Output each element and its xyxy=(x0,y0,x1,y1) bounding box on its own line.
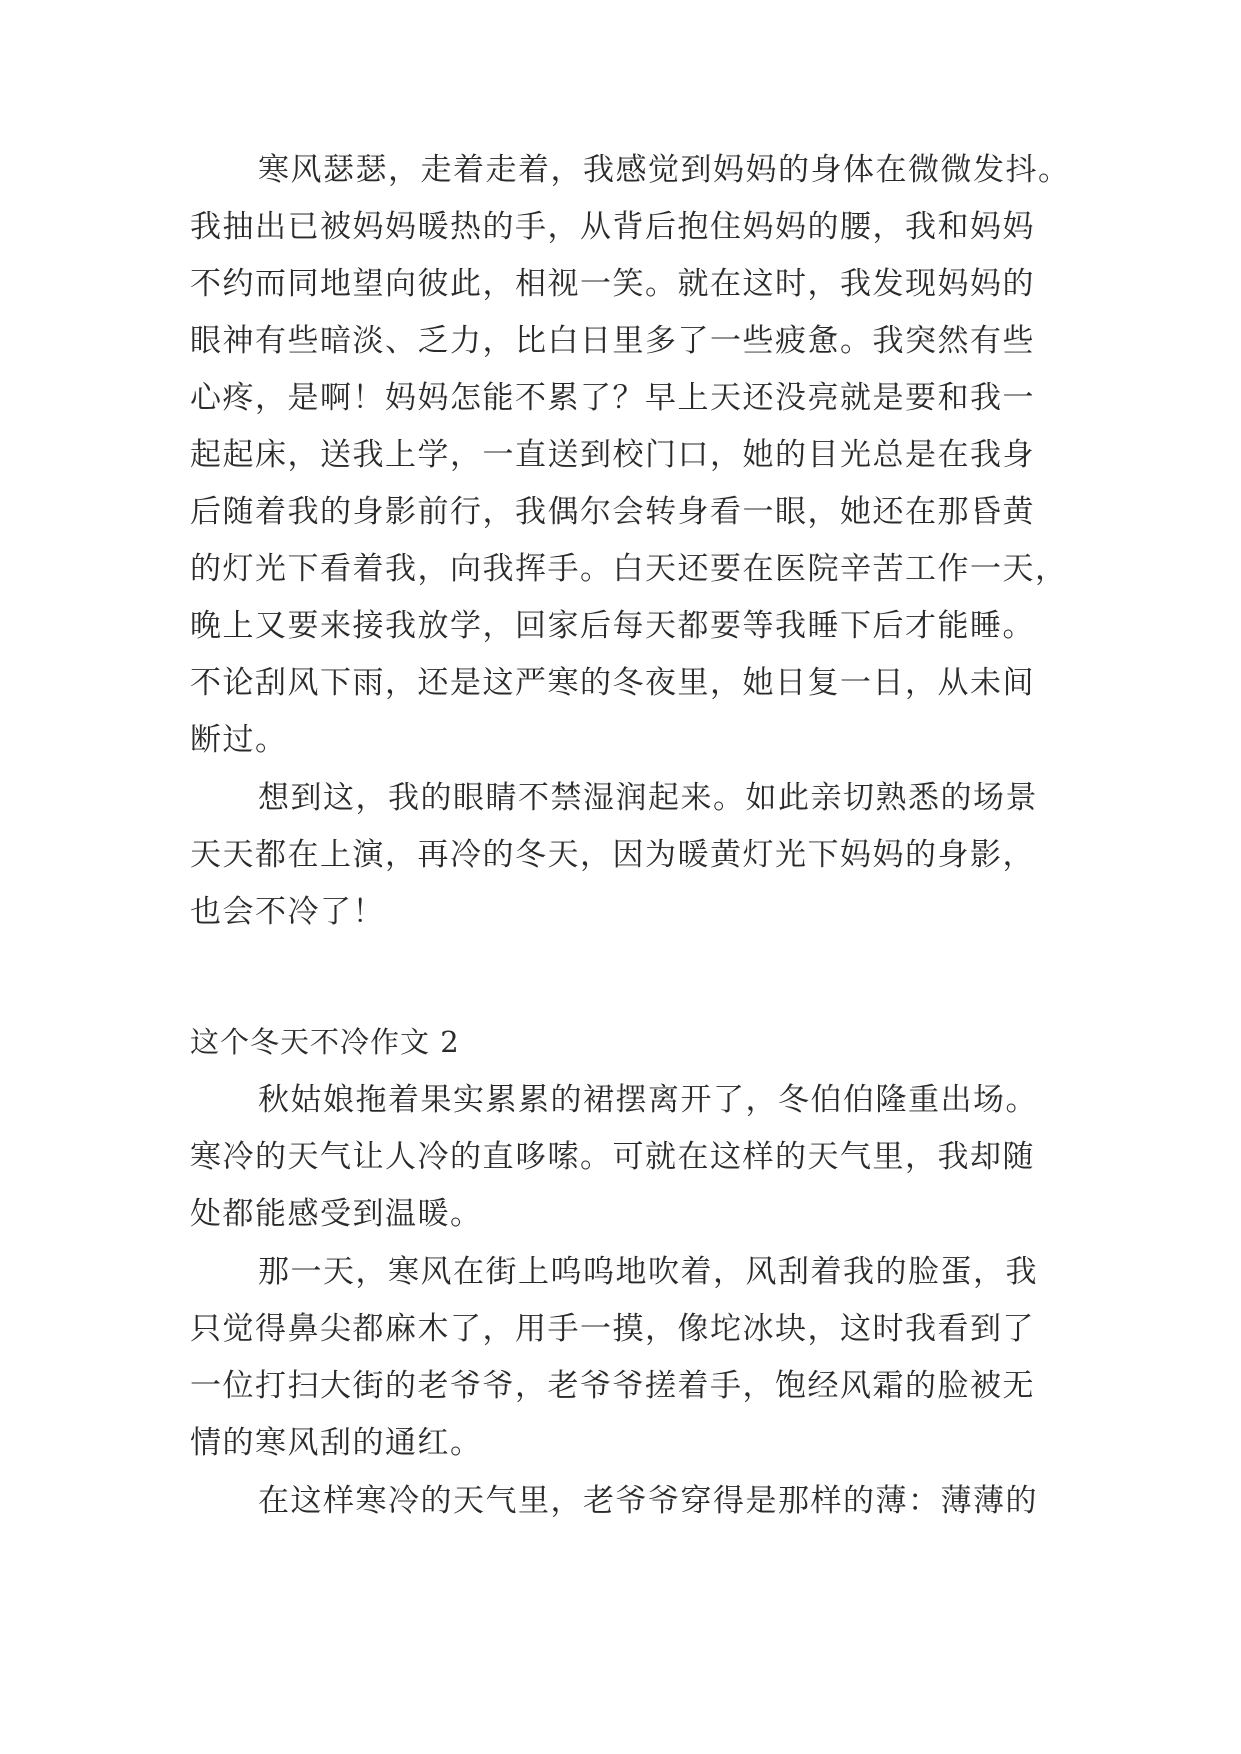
document-page xyxy=(190,0,1070,1754)
paragraph-1-line-11: 断过。 xyxy=(190,722,288,758)
paragraph-1-line-10: 不论刮风下雨，还是这严寒的冬夜里，她日复一日，从未间 xyxy=(190,665,1035,701)
paragraph-4-line-3: 一位打扫大街的老爷爷，老爷爷搓着手，饱经风霜的脸被无 xyxy=(190,1368,1035,1404)
paragraph-4-line-4: 情的寒风刮的通红。 xyxy=(190,1425,483,1461)
paragraph-1-line-1: 寒风瑟瑟，走着走着，我感觉到妈妈的身体在微微发抖。 xyxy=(258,152,1071,188)
paragraph-3-line-2: 寒冷的天气让人冷的直哆嗦。可就在这样的天气里，我却随 xyxy=(190,1139,1035,1175)
paragraph-1-line-7: 后随着我的身影前行，我偶尔会转身看一眼，她还在那昏黄 xyxy=(190,494,1035,530)
paragraph-3-line-3: 处都能感受到温暖。 xyxy=(190,1196,483,1232)
paragraph-1-line-3: 不约而同地望向彼此，相视一笑。就在这时，我发现妈妈的 xyxy=(190,266,1035,302)
paragraph-2-line-3: 也会不冷了！ xyxy=(190,894,385,930)
paragraph-1-line-2: 我抽出已被妈妈暖热的手，从背后抱住妈妈的腰，我和妈妈 xyxy=(190,209,1035,245)
section-title: 这个冬天不冷作文 2 xyxy=(190,1025,460,1059)
paragraph-5-line-1: 在这样寒冷的天气里，老爷爷穿得是那样的薄：薄薄的 xyxy=(258,1483,1038,1519)
paragraph-4-line-2: 只觉得鼻尖都麻木了，用手一摸，像坨冰块，这时我看到了 xyxy=(190,1311,1035,1347)
paragraph-1-line-6: 起起床，送我上学，一直送到校门口，她的目光总是在我身 xyxy=(190,437,1035,473)
paragraph-1-line-9: 晚上又要来接我放学，回家后每天都要等我睡下后才能睡。 xyxy=(190,608,1035,644)
paragraph-4-line-1: 那一天，寒风在街上呜呜地吹着，风刮着我的脸蛋，我 xyxy=(258,1254,1038,1290)
paragraph-2-line-2: 天天都在上演，再冷的冬天，因为暖黄灯光下妈妈的身影， xyxy=(190,837,1035,873)
paragraph-1-line-8: 的灯光下看着我，向我挥手。白天还要在医院辛苦工作一天， xyxy=(190,551,1068,587)
paragraph-2-line-1: 想到这，我的眼睛不禁湿润起来。如此亲切熟悉的场景 xyxy=(258,780,1038,816)
paragraph-1-line-4: 眼神有些暗淡、乏力，比白日里多了一些疲惫。我突然有些 xyxy=(190,323,1035,359)
paragraph-1-line-5: 心疼，是啊！妈妈怎能不累了？早上天还没亮就是要和我一 xyxy=(190,380,1035,416)
paragraph-3-line-1: 秋姑娘拖着果实累累的裙摆离开了，冬伯伯隆重出场。 xyxy=(258,1082,1038,1118)
